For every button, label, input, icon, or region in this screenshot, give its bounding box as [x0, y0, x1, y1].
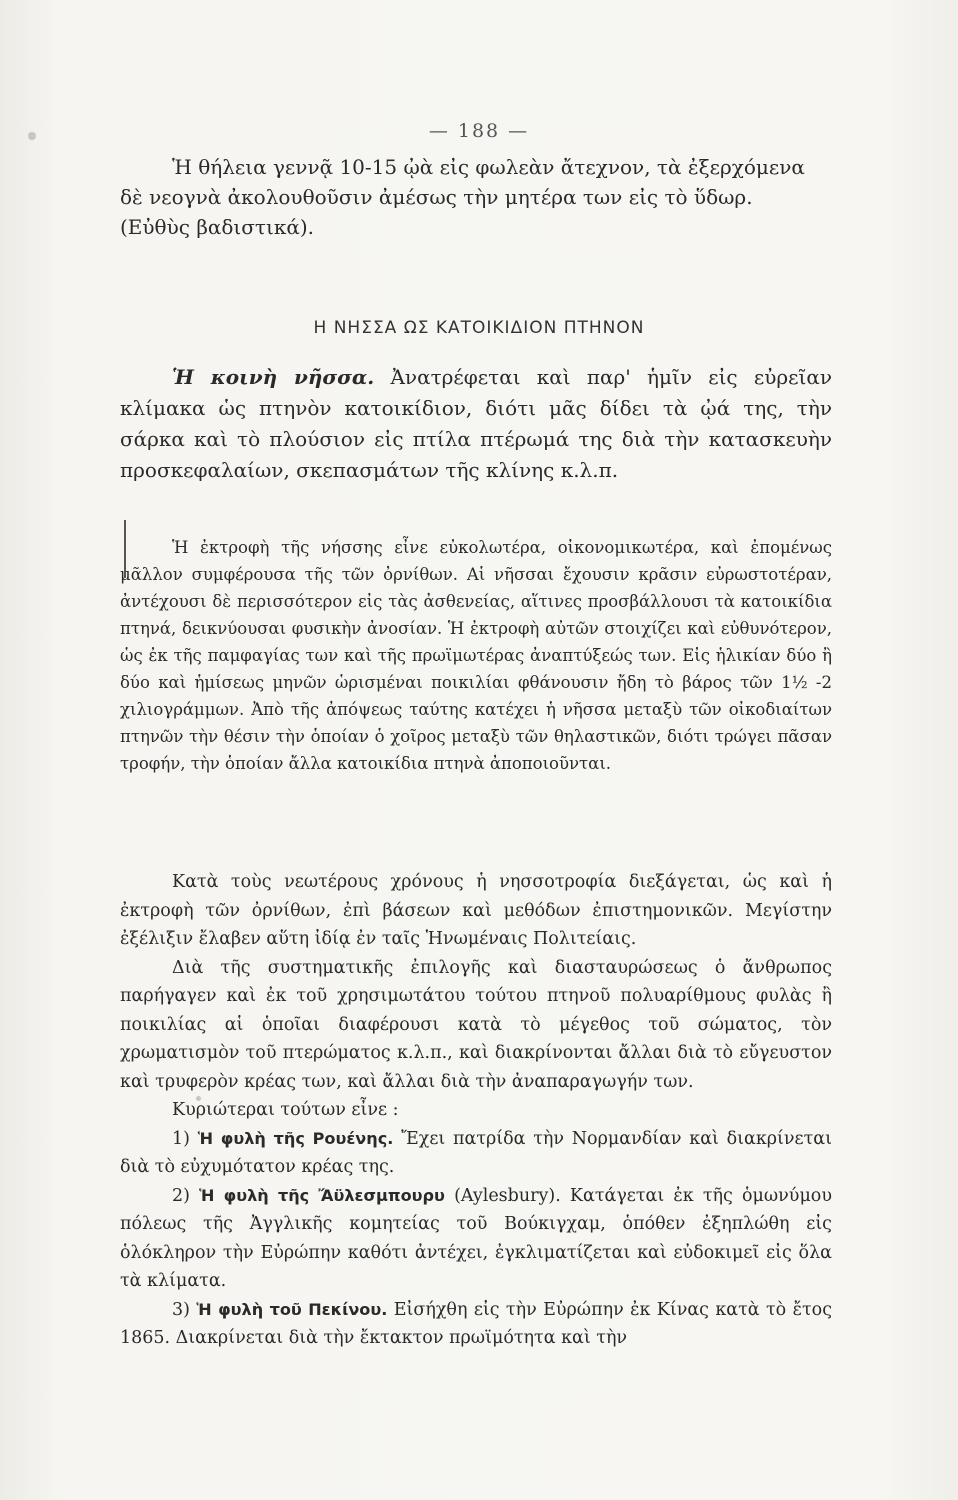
- rearing-text: Ἡ ἐκτροφὴ τῆς νήσσης εἶνε εὐκολωτέρα, οἰκονομικωτέρα, καὶ ἐπομένως μᾶλλον συμφέρουσα τῆς τῶν ὀρνίθων. Αἱ νῆσσαι ἔχουσιν κρᾶσιν εὐρωστοτέραν, ἀντέχουσι δὲ περισσότερον εἰς τὰς ἀσθενείας, αἵτινες προσβάλλουσι τὰ κατοικίδια πτηνά, δεικνύουσαι φυσικὴν ἀνοσίαν. Ἡ ἐκτροφὴ αὐτῶν στοιχίζει καὶ εὐθυνότερον, ὡς ἐκ τῆς παμφαγίας των καὶ τῆς πρωϊμωτέρας ἀναπτύξεώς των. Εἰς ἡλικίαν δύο ἢ δύο καὶ ἡμίσεως μηνῶν ὡρισμέναι ποικιλίαι φθάνουσιν ἤδη τὸ βάρος τῶν 1½ -2 χιλιογράμμων. Ἀπὸ τῆς ἀπόψεως ταύτης κατέχει ἡ νῆσσα μεταξὺ τῶν οἰκοδιαίτων πτηνῶν τὴν θέσιν τὴν ὁποίαν ὁ χοῖρος μεταξὺ τῶν θηλαστικῶν, διότι τρώγει πᾶσαν τροφήν, τὴν ὁποίαν ἄλλα κατοικίδια πτηνὰ ἀποποιοῦνται.: [120, 538, 832, 773]
- common-duck-text: Ἀνατρέφεται καὶ παρ' ἡμῖν εἰς εὐρεῖαν κλίμακα ὡς πτηνὸν κατοικίδιον, διότι μᾶς δίδει τὰ ᾠά της, τὴν σάρκα καὶ τὸ πλούσιον εἰς πτίλα πτέρωμά της διὰ τὴν κατασκευὴν προσκεφαλαίων, σκεπασμάτων τῆς κλίνης κ.λ.π.: [120, 365, 832, 482]
- breed-name: Ἡ φυλὴ τῆς Ἄϋλεσμπουρυ: [199, 1185, 445, 1205]
- breed-text: Εἰσήχθη εἰς τὴν Εὐρώπην ἐκ Κίνας κατὰ τὸ ἔτος 1865. Διακρίνεται διὰ τὴν ἔκτακτον πρωϊμότητα καὶ τὴν: [120, 1299, 832, 1348]
- main-text: [120, 868, 832, 1353]
- common-duck-term: Ἡ κοινὴ νῆσσα.: [172, 365, 375, 389]
- breed-text: (Aylesbury). Κατάγεται ἐκ τῆς ὁμωνύμου πόλεως τῆς Ἀγγλικῆς κομητείας τοῦ Βούκιγχαμ, ὁπόθεν ἐξηπλώθη εἰς ὁλόκληρον τὴν Εὐρώπην καθότι ἀντέχει, ἐγκλιματίζεται καὶ εὐδοκιμεῖ εἰς ὅλα τὰ κλίματα.: [120, 1185, 832, 1291]
- paragraph-principal: Κυριώτεραι τούτων εἶνε :: [172, 1100, 399, 1120]
- breed-item: [120, 1296, 832, 1353]
- section-heading: Η ΝΗΣΣΑ ΩΣ ΚΑΤΟΙΚΙΔΙΟΝ ΠΤΗΝΟΝ: [313, 318, 645, 338]
- breed-number: 3): [172, 1299, 190, 1320]
- intro-line: (Εὐθὺς βαδιστικά).: [120, 215, 314, 239]
- common-duck-paragraph: [120, 362, 832, 486]
- breed-name: Ἡ φυλὴ τῆς Ρουένης.: [197, 1128, 394, 1148]
- intro-line: Ἡ θήλεια γεννᾷ 10-15 ᾠὰ εἰς φωλεὰν ἄτεχνον, τὰ ἐξερχόμενα: [172, 155, 805, 179]
- intro-line: δὲ νεογνὰ ἀκολουθοῦσιν ἀμέσως τὴν μητέρα των εἰς τὸ ὕδωρ.: [120, 185, 753, 209]
- breed-number: 2): [172, 1185, 190, 1206]
- paragraph-methods: Κατὰ τοὺς νεωτέρους χρόνους ἡ νησσοτροφία διεξάγεται, ὡς καὶ ἡ ἐκτροφὴ τῶν ὀρνίθων, ἐπὶ βάσεων καὶ μεθόδων ἐπιστημονικῶν. Μεγίστην ἐξέλιξιν ἔλαβεν αὕτη ἰδίᾳ ἐν ταῖς Ἡνωμέναις Πολιτείαις.: [120, 872, 832, 949]
- breed-name: Ἡ φυλὴ τοῦ Πεκίνου.: [196, 1299, 388, 1319]
- rearing-paragraph: [120, 534, 832, 777]
- breed-item: [120, 1182, 832, 1296]
- breed-number: 1): [172, 1128, 190, 1149]
- breed-text: Ἔχει πατρίδα τὴν Νορμανδίαν καὶ διακρίνεται διὰ τὸ εὐχυμότατον κρέας της.: [120, 1128, 832, 1177]
- page-number: — 188 —: [428, 120, 530, 142]
- intro-paragraph: [120, 152, 832, 242]
- breed-item: [120, 1125, 832, 1182]
- paragraph-breeding: Διὰ τῆς συστηματικῆς ἐπιλογῆς καὶ διασταυρώσεως ὁ ἄνθρωπος παρήγαγεν καὶ ἐκ τοῦ χρησιμωτάτου τούτου πτηνοῦ πολυαρίθμους φυλὰς ἢ ποικιλίας αἱ ὁποῖαι διαφέρουσι κατὰ τὸ μέγεθος τοῦ σώματος, τὸν χρωματισμὸν τοῦ πτερώματος κ.λ.π., καὶ διακρίνονται ἄλλαι διὰ τὸ εὔγευστον καὶ τρυφερὸν κρέας των, καὶ ἄλλαι διὰ τὴν ἀναπαραγωγήν των.: [120, 957, 832, 1092]
